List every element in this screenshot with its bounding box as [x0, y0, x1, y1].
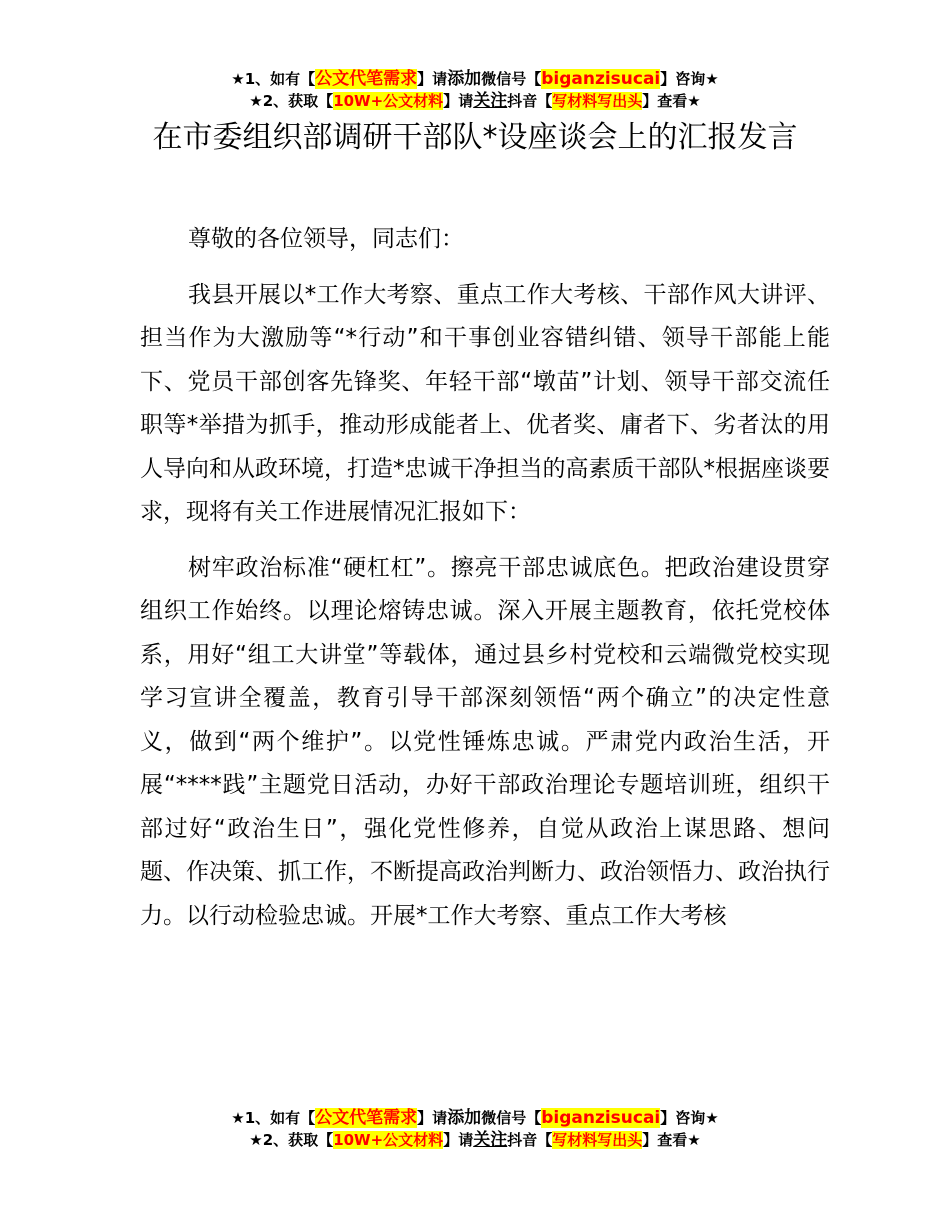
paragraph: 树牢政治标准“硬杠杠”。擦亮干部忠诚底色。把政治建设贯穿组织工作始终。以理论熔铸忠诚。深入开展主题教育，依托党校体系，用好“组工大讲堂”等载体，通过县乡村党校和云端微党校实现学习宣讲全覆盖，教育引导干部深刻领悟“两个确立”的决定性意义，做到“两个维护”。以党性锤炼忠诚。严肃党内政治生活，开展“****践”主题党日活动，办好干部政治理论专题培训班，组织干部过好“政治生日”，强化党性修养，自觉从政治上谋思路、想问题、作决策、抓工作，不断提高政治判断力、政治领悟力、政治执行力。以行动检验忠诚。开展*工作大考察、重点工作大考核: [140, 554, 830, 929]
banner-text: 】查看★: [642, 1131, 701, 1149]
salutation: 尊敬的各位领导，同志们：: [188, 226, 464, 252]
banner-emphasis: 关注: [473, 1130, 508, 1150]
banner-highlight: 10W+公文材料: [333, 92, 444, 110]
banner-text: ★2、获取【: [249, 92, 334, 110]
banner-text: 】请: [417, 70, 448, 88]
header-banner: [0, 68, 950, 112]
banner-text: ★1、如有【: [231, 1109, 316, 1127]
banner-emphasis: 添加: [447, 1108, 482, 1128]
banner-highlight: 公文代笔需求: [315, 1108, 418, 1128]
banner-line-1: [0, 1107, 950, 1129]
banner-text: 】请: [417, 1109, 448, 1127]
banner-line-1: [0, 68, 950, 90]
banner-text: 】请: [443, 92, 474, 110]
banner-text: ★1、如有【: [231, 70, 316, 88]
banner-text: ★2、获取【: [249, 1131, 334, 1149]
banner-text: 】查看★: [642, 92, 701, 110]
banner-line-2: [0, 90, 950, 112]
banner-line-2: [0, 1129, 950, 1151]
banner-highlight: biganzisucai: [541, 1108, 661, 1128]
banner-highlight: 10W+公文材料: [333, 1131, 444, 1149]
banner-text: 】咨询★: [660, 70, 719, 88]
banner-text: 】请: [443, 1131, 474, 1149]
banner-text: 抖音【: [507, 1131, 553, 1149]
banner-text: 微信号【: [481, 70, 542, 88]
banner-text: 微信号【: [481, 1109, 542, 1127]
document-body: [140, 218, 830, 938]
banner-highlight: 写材料写出头: [552, 1131, 643, 1149]
banner-emphasis: 关注: [473, 91, 508, 111]
banner-highlight: 写材料写出头: [552, 92, 643, 110]
banner-text: 】咨询★: [660, 1109, 719, 1127]
document-title: 在市委组织部调研干部队*设座谈会上的汇报发言: [152, 120, 798, 155]
banner-text: 抖音【: [507, 92, 553, 110]
banner-emphasis: 添加: [447, 69, 482, 89]
banner-highlight: 公文代笔需求: [315, 69, 418, 89]
footer-banner: [0, 1107, 950, 1151]
paragraph: 我县开展以*工作大考察、重点工作大考核、干部作风大讲评、担当作为大激励等“*行动”和干事创业容错纠错、领导干部能上能下、党员干部创客先锋奖、年轻干部“墩苗”计划、领导干部交流任职等*举措为抓手，推动形成能者上、优者奖、庸者下、劣者汰的用人导向和从政环境，打造*忠诚干净担当的高素质干部队*根据座谈要求，现将有关工作进展情况汇报如下：: [140, 281, 830, 525]
banner-highlight: biganzisucai: [541, 69, 661, 89]
